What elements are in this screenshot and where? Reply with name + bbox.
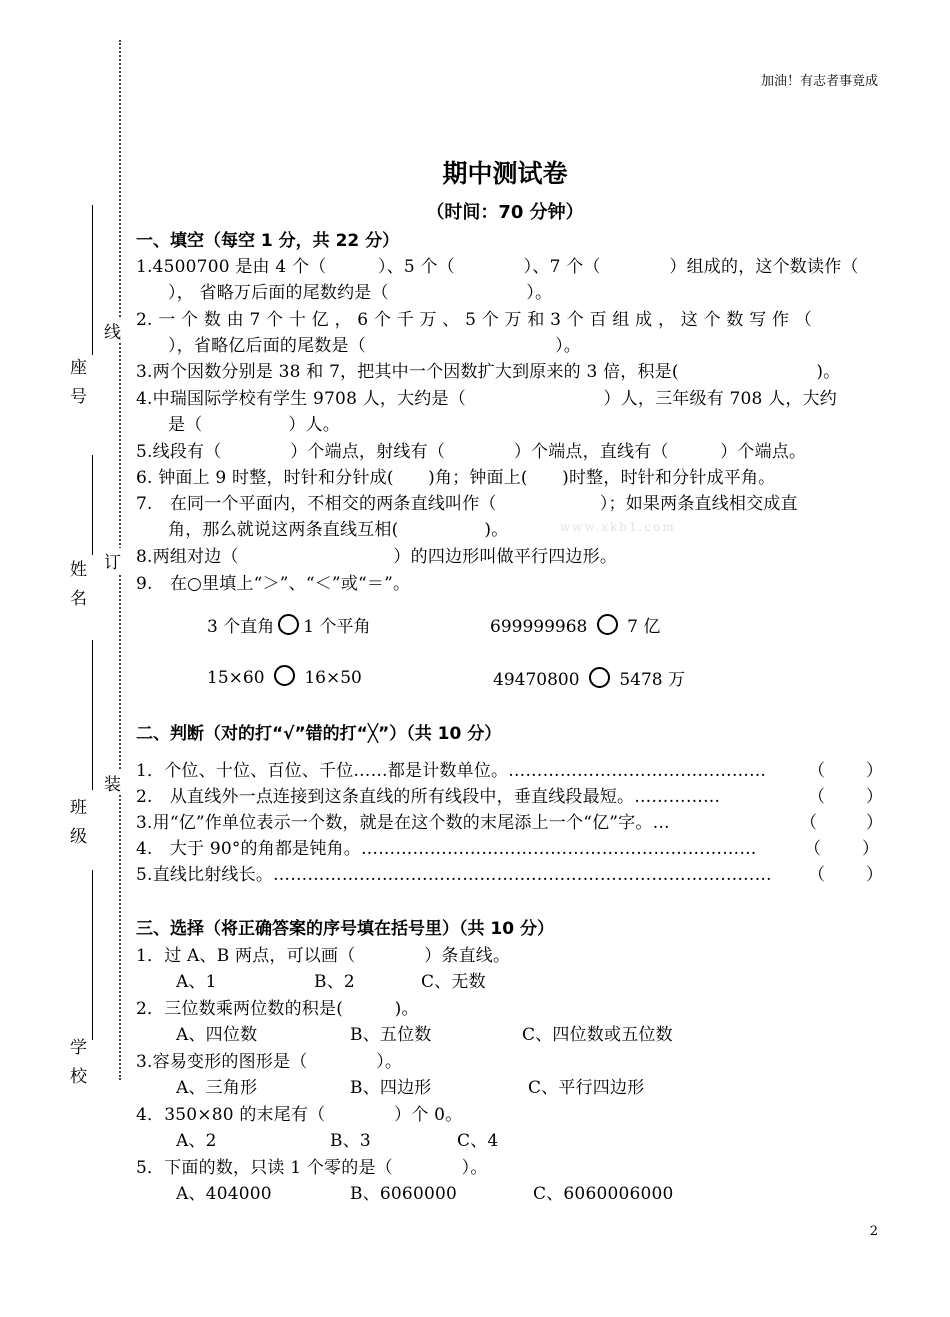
page-number: 2 <box>869 1224 878 1239</box>
choice-question-3: 3.容易变形的图形是（ ）。 <box>136 1052 403 1072</box>
choice-option-a[interactable]: A、1 <box>176 972 217 992</box>
judge-paren-open[interactable]: （ <box>804 839 821 859</box>
fill-line-1b: ）， 省略万后面的尾数约是（ ）。 <box>168 283 553 303</box>
fill-line-2b: ），省略亿后面的尾数是（ ）。 <box>168 336 581 356</box>
compare-item-2 <box>490 612 660 637</box>
fill-line-7b: 角，那么就说这两条直线互相( )。 <box>168 520 509 540</box>
fill-line-4: 4.中瑞国际学校有学生 9708 人，大约是（ ）人，三年级有 708 人，大约 <box>136 389 837 409</box>
judge-paren-close: ） <box>866 761 883 781</box>
fill-line-2: 2. 一 个 数 由 7 个 十 亿 ， 6 个 千 万 、 5 个 万 和 3 个 百 组 成 ， 这 个 数 写 作 （ <box>136 310 812 330</box>
compare-left: 15×60 <box>207 668 265 688</box>
choice-option-b[interactable]: B、3 <box>330 1131 371 1151</box>
judge-item-2: 2. 从直线外一点连接到这条直线的所有线段中，垂直线段最短。…………… <box>136 787 721 807</box>
choice-option-a[interactable]: A、2 <box>176 1131 217 1151</box>
judge-item-3: 3.用“亿”作单位表示一个数，就是在这个数的末尾添上一个“亿”字。… <box>136 813 670 833</box>
compare-right: 5478 万 <box>619 670 686 690</box>
school-label: 学校 <box>66 1038 86 1096</box>
choice-option-b[interactable]: B、6060000 <box>350 1184 458 1204</box>
section2-heading: 二、判断（对的打“√”错的打“╳”）（共 10 分） <box>136 724 502 744</box>
compare-item-1 <box>207 612 370 637</box>
page-title: 期中测试卷 <box>442 159 568 188</box>
class-label: 班级 <box>66 798 86 856</box>
judge-item-5: 5.直线比射线长。…………………………………………………………………………… <box>136 865 772 885</box>
fill-line-9: 9. 在○里填上“＞”、“＜”或“＝”。 <box>136 574 411 594</box>
section3-heading: 三、选择（将正确答案的序号填在括号里）（共 10 分） <box>136 919 554 939</box>
binding-mark-ding: 订 <box>104 548 121 573</box>
judge-paren-close: ） <box>862 839 879 859</box>
compare-left: 49470800 <box>493 670 580 690</box>
judge-item-4: 4. 大于 90°的角都是钝角。…………………………………………………………… <box>136 839 757 859</box>
choice-question-5: 5．下面的数，只读 1 个零的是（ ）。 <box>136 1158 488 1178</box>
judge-paren-open[interactable]: （ <box>800 813 817 833</box>
judge-paren-close: ） <box>866 865 883 885</box>
fill-line-6: 6. 钟面上 9 时整，时针和分针成( )角；钟面上( )时整，时针和分针成平角。 <box>136 468 776 488</box>
school-underline <box>92 870 93 1040</box>
choice-question-1: 1．过 A、B 两点，可以画（ ）条直线。 <box>136 946 511 966</box>
binding-mark-line: 线 <box>104 318 121 343</box>
page-subtitle: （时间：70 分钟） <box>426 202 584 223</box>
fill-line-1: 1.4500700 是由 4 个（ ）、5 个（ ）、7 个（ ）组成的，这个数读作（ <box>136 257 859 277</box>
choice-option-a[interactable]: A、四位数 <box>176 1025 258 1045</box>
choice-option-c[interactable]: C、平行四边形 <box>528 1078 645 1098</box>
compare-left: 3 个直角 <box>207 617 275 637</box>
fill-line-3: 3.两个因数分别是 38 和 7，把其中一个因数扩大到原来的 3 倍，积是( )。 <box>136 362 841 382</box>
choice-option-b[interactable]: B、2 <box>314 972 355 992</box>
compare-left: 699999968 <box>490 617 588 637</box>
judge-paren-close: ） <box>866 813 883 833</box>
compare-right: 16×50 <box>304 668 362 688</box>
compare-circle[interactable] <box>278 614 299 635</box>
judge-item-1: 1．个位、十位、百位、千位……都是计数单位。……………………………………… <box>136 761 767 781</box>
compare-item-4 <box>493 665 685 690</box>
seat-label: 座号 <box>66 358 86 416</box>
choice-question-2: 2．三位数乘两位数的积是( )。 <box>136 999 419 1019</box>
judge-paren-open[interactable]: （ <box>808 761 825 781</box>
compare-right: 7 亿 <box>627 617 661 637</box>
compare-circle[interactable] <box>589 667 610 688</box>
header-motto: 加油！有志者事竟成 <box>760 74 878 89</box>
fill-line-4b: 是（ ）人。 <box>168 415 340 435</box>
binding-mark-zhuang: 装 <box>104 770 121 795</box>
judge-paren-close: ） <box>866 787 883 807</box>
seat-underline <box>92 205 93 355</box>
choice-option-c[interactable]: C、6060006000 <box>533 1184 674 1204</box>
name-label: 姓名 <box>66 560 86 618</box>
choice-option-c[interactable]: C、无数 <box>421 972 486 992</box>
watermark: www.xkb1.com <box>560 520 676 534</box>
compare-circle[interactable] <box>597 614 618 635</box>
choice-option-c[interactable]: C、四位数或五位数 <box>522 1025 673 1045</box>
name-underline <box>92 455 93 555</box>
choice-option-a[interactable]: A、三角形 <box>176 1078 258 1098</box>
judge-paren-open[interactable]: （ <box>808 865 825 885</box>
choice-option-b[interactable]: B、五位数 <box>350 1025 432 1045</box>
choice-option-b[interactable]: B、四边形 <box>350 1078 432 1098</box>
fill-line-5: 5.线段有（ ）个端点，射线有（ ）个端点，直线有（ ）个端点。 <box>136 442 807 462</box>
choice-option-a[interactable]: A、404000 <box>176 1184 272 1204</box>
compare-item-3 <box>207 665 362 688</box>
choice-question-4: 4．350×80 的末尾有（ ）个 0。 <box>136 1105 463 1125</box>
compare-circle[interactable] <box>274 665 295 686</box>
class-underline <box>92 640 93 790</box>
choice-option-c[interactable]: C、4 <box>457 1131 499 1151</box>
judge-paren-open[interactable]: （ <box>808 787 825 807</box>
compare-right: 1 个平角 <box>303 617 371 637</box>
section1-heading: 一、填空（每空 1 分，共 22 分） <box>136 231 400 251</box>
fill-line-8: 8.两组对边（ ）的四边形叫做平行四边形。 <box>136 547 618 567</box>
fill-line-7: 7. 在同一个平面内，不相交的两条直线叫作（ ）；如果两条直线相交成直 <box>136 494 798 514</box>
